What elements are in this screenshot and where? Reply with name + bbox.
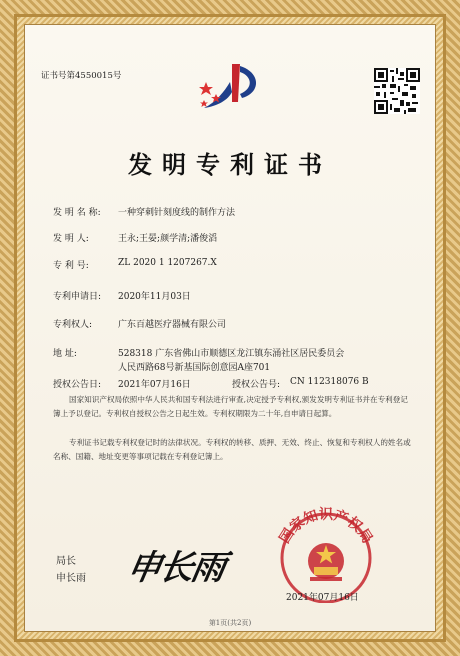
legal-notice: 专利证书记载专利权登记时的法律状况。专利权的转移、质押、无效、终止、恢复和专利权人的姓名或名称、国籍、地址变更等事项记载在专利登记簿上。 — [53, 438, 411, 461]
certificate-statement: 国家知识产权局依照中华人民共和国专利法进行审查,决定授予专利权,颁发发明专利证书并在专利登记簿上予以登记。专利权自授权公告之日起生效。专利权期限为二十年,自申请日起算。 — [53, 395, 408, 418]
invention-name-label: 发 明 名 称: — [53, 208, 101, 218]
page-footer: 第1页(共2页) — [208, 619, 252, 627]
qr-code-icon — [374, 68, 420, 114]
seal-text: 国家知识产权局 — [276, 507, 376, 547]
director-title: 局长 — [56, 556, 76, 567]
patent-number: ZL 2020 1 1207267.X — [118, 258, 217, 268]
address-line-2: 人民西路68号新基国际创意园A座701 — [118, 363, 271, 373]
invention-name: 一种穿刺针刻度线的制作方法 — [118, 208, 236, 218]
grant-date: 2021年07月16日 — [118, 380, 191, 390]
patentee-label: 专利权人: — [53, 320, 93, 330]
seal-date: 2021年07月16日 — [286, 593, 359, 603]
patent-number-label: 专 利 号: — [53, 261, 89, 271]
cnipa-logo-icon — [196, 62, 268, 120]
certificate-title: 发明专利证书 — [128, 150, 332, 179]
grant-number: CN 112318076 B — [290, 377, 369, 387]
certificate-number: 证书号第4550015号 — [41, 71, 122, 81]
patentee: 广东百越医疗器械有限公司 — [118, 320, 227, 330]
inventor: 王永;王晏;颜学清;潘俊滔 — [118, 234, 218, 244]
address-line-1: 528318 广东省佛山市顺德区龙江镇东涌社区居民委员会 — [118, 349, 345, 359]
inventor-label: 发 明 人: — [53, 234, 89, 244]
grant-date-label: 授权公告日: — [53, 380, 102, 390]
svg-text:国家知识产权局 — [276, 506, 375, 546]
application-date-label: 专利申请日: — [53, 292, 102, 302]
official-seal-icon — [266, 503, 386, 603]
director-signature: 申长雨 — [123, 548, 227, 588]
grant-number-label: 授权公告号: — [232, 380, 281, 390]
application-date: 2020年11月03日 — [118, 292, 191, 302]
address-label: 地 址: — [53, 349, 77, 359]
director-name: 申长雨 — [56, 573, 86, 584]
